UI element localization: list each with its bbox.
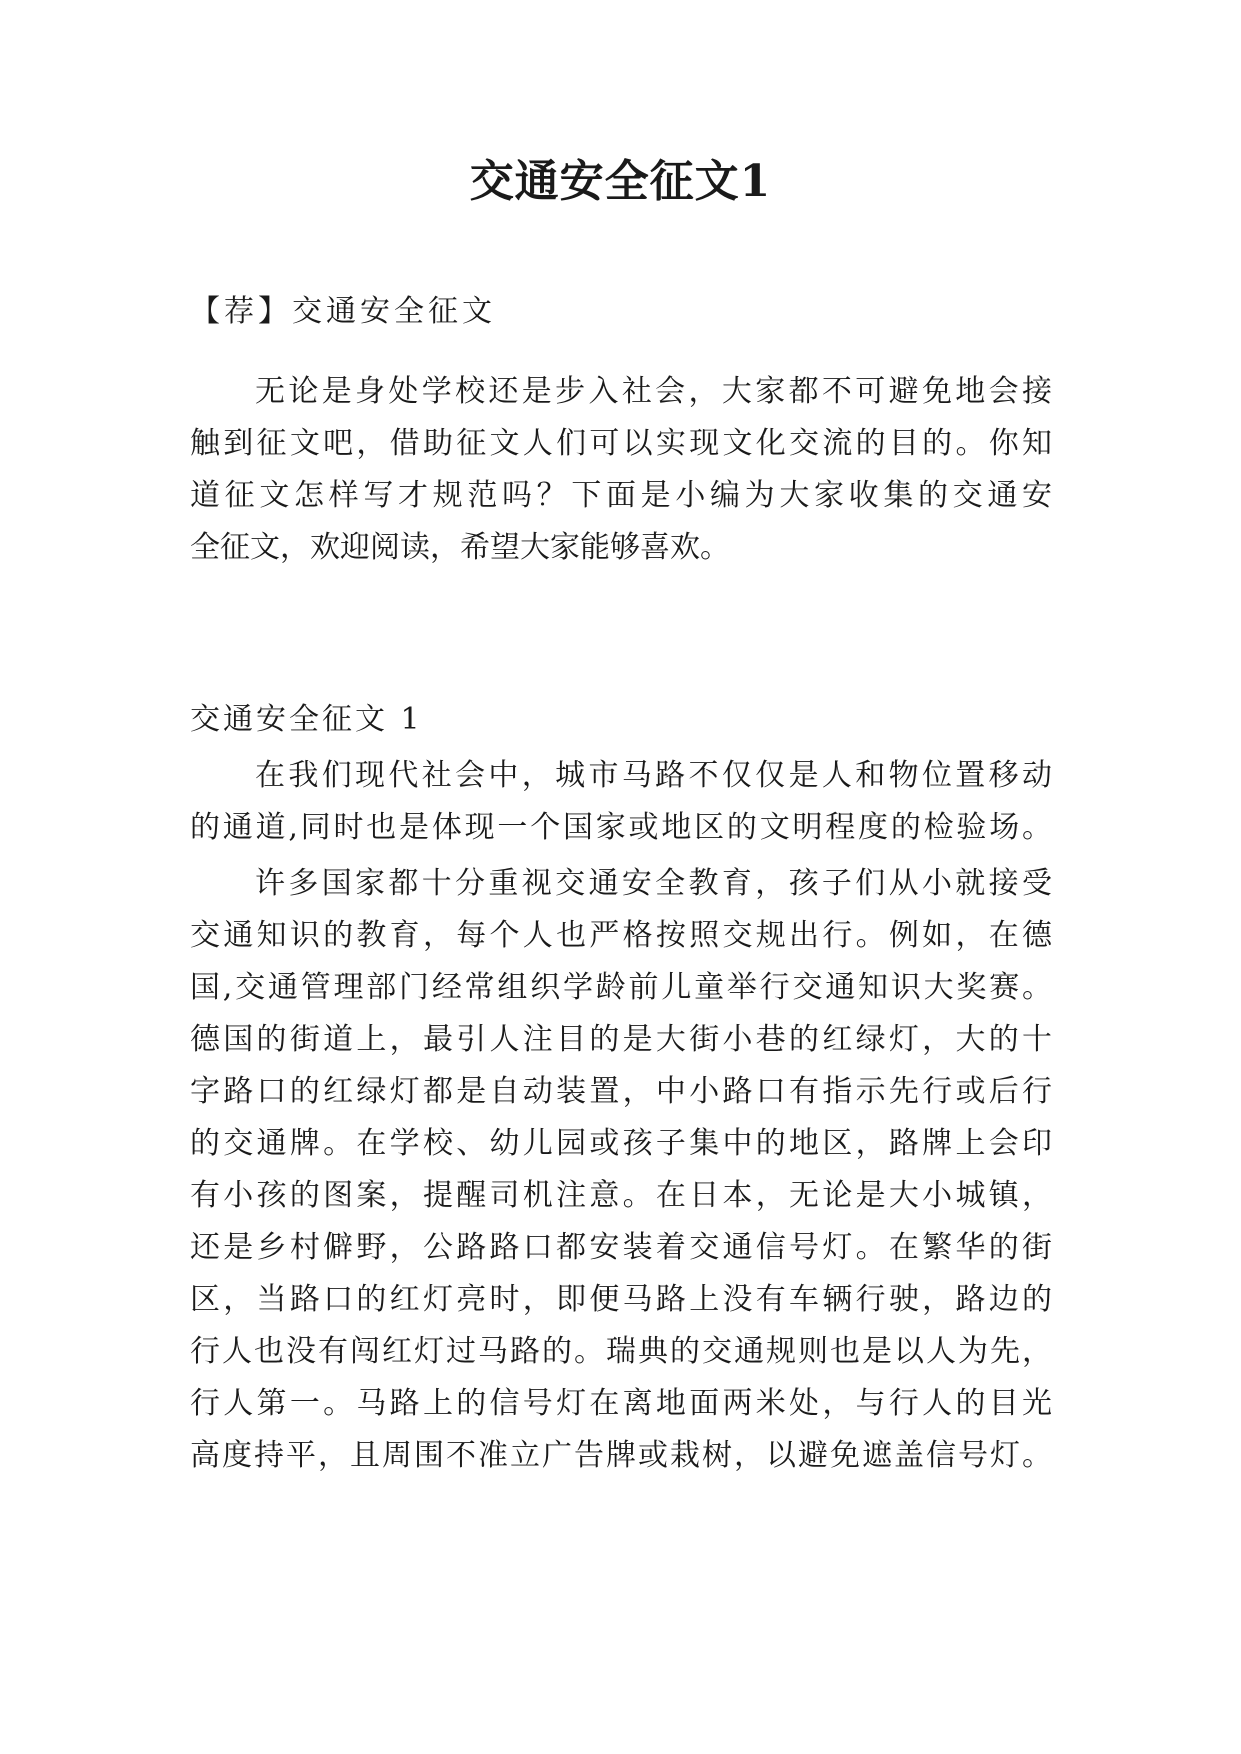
paragraph-line: 高度持平，且周围不准立广告牌或栽树，以避免遮盖信号灯。 [190, 1438, 1052, 1473]
paragraph-line: 有小孩的图案，提醒司机注意。在日本，无论是大小城镇， [190, 1178, 1052, 1213]
paragraph-line: 国,交通管理部门经常组织学龄前儿童举行交通知识大奖赛。 [190, 970, 1052, 1005]
paragraph-line: 行人第一。马路上的信号灯在离地面两米处，与行人的目光 [190, 1386, 1052, 1421]
paragraph-line: 德国的街道上，最引人注目的是大街小巷的红绿灯，大的十 [190, 1022, 1052, 1057]
paragraph-line: 的交通牌。在学校、幼儿园或孩子集中的地区，路牌上会印 [190, 1126, 1052, 1161]
paragraph-line: 字路口的红绿灯都是自动装置，中小路口有指示先行或后行 [190, 1074, 1052, 1109]
paragraph-line: 许多国家都十分重视交通安全教育，孩子们从小就接受 [255, 866, 1052, 901]
paragraph-line: 的通道,同时也是体现一个国家或地区的文明程度的检验场。 [190, 810, 1052, 845]
document-title: 交通安全征文1 [469, 156, 772, 207]
paragraph-line: 还是乡村僻野，公路路口都安装着交通信号灯。在繁华的街 [190, 1230, 1052, 1265]
intro-line: 无论是身处学校还是步入社会，大家都不可避免地会接 [255, 374, 1052, 409]
paragraph-line: 行人也没有闯红灯过马路的。瑞典的交通规则也是以人为先， [190, 1334, 1052, 1369]
section-heading: 交通安全征文 1 [190, 702, 423, 737]
intro-line: 触到征文吧，借助征文人们可以实现文化交流的目的。你知 [190, 426, 1052, 461]
intro-line: 道征文怎样写才规范吗？下面是小编为大家收集的交通安 [190, 478, 1052, 513]
intro-line: 全征文，欢迎阅读，希望大家能够喜欢。 [190, 530, 730, 565]
paragraph-line: 在我们现代社会中，城市马路不仅仅是人和物位置移动 [255, 758, 1052, 793]
paragraph-line: 交通知识的教育，每个人也严格按照交规出行。例如，在德 [190, 918, 1052, 953]
paragraph-line: 区，当路口的红灯亮时，即便马路上没有车辆行驶，路边的 [190, 1282, 1052, 1317]
document-subtitle: 【荐】交通安全征文 [190, 294, 496, 329]
